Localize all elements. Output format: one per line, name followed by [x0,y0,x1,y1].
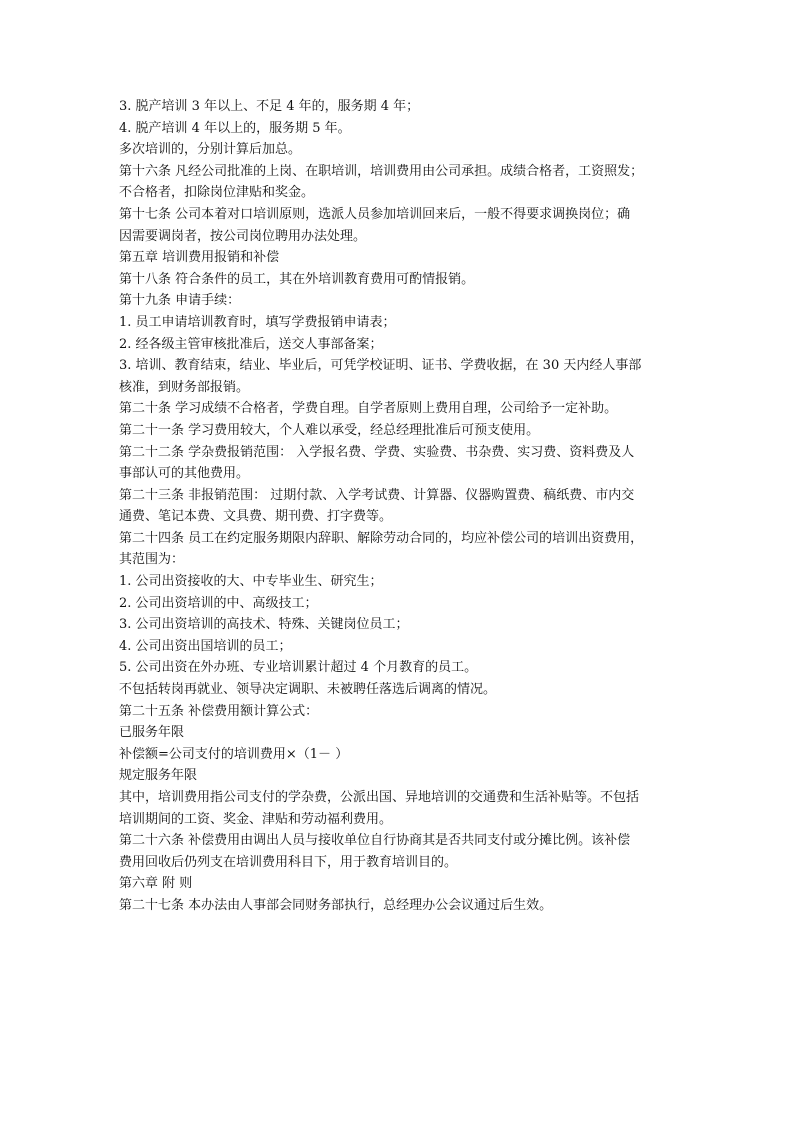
text-line: 3. 脱产培训 3 年以上、不足 4 年的，服务期 4 年； [119,99,420,114]
text-line: 其中，培训费用指公司支付的学杂费，公派出国、异地培训的交通费和生活补贴等。不包括 [119,790,640,805]
text-line: 第二十三条 非报销范围： 过期付款、入学考试费、计算器、仪器购置费、稿纸费、市内交 [119,487,635,503]
text-line: 4. 脱产培训 4 年以上的，服务期 5 年。 [119,120,351,136]
text-line: 第二十六条 补偿费用由调出人员与接收单位自行协商其是否共同支付或分摊比例。该补偿 [119,833,631,849]
document-page [119,96,675,917]
text-line: 第十八条 符合条件的员工，其在外培训教育费用可酌情报销。 [119,271,475,287]
text-line: 其范围为： [119,552,185,568]
text-line: 第二十条 学习成绩不合格者，学费自理。自学者原则上费用自理，公司给予一定补助。 [119,401,618,417]
text-line: 第二十四条 员工在约定服务期限内辞职、解除劳动合同的，均应补偿公司的培训出资费用， [119,530,644,546]
text-line: 多次培训的，分别计算后加总。 [119,142,302,158]
text-line: 第十七条 公司本着对口培训原则，选派人员参加培训回来后，一般不得要求调换岗位；确 [119,206,631,222]
text-line: 不包括转岗再就业、领导决定调职、未被聘任落选后调离的情况。 [119,682,497,698]
text-line: 因需要调岗者，按公司岗位聘用办法处理。 [119,228,367,244]
text-line: 第二十二条 学杂费报销范围： 入学报名费、学费、实验费、书杂费、实习费、资料费及人 [119,444,635,460]
text-line: 培训期间的工资、奖金、津贴和劳动福利费用。 [119,811,393,827]
text-line: 4. 公司出资出国培训的员工； [119,638,292,654]
text-line: 事部认可的其他费用。 [119,466,250,482]
text-line: 2. 公司出资培训的中、高级技工； [119,595,318,611]
text-line: 已服务年限 [119,725,185,741]
text-line: 通费、笔记本费、文具费、期刊费、打字费等。 [119,509,393,525]
text-line: 第二十五条 补偿费用额计算公式： [119,703,319,719]
text-line: 1. 员工申请培训教育时，填写学费报销申请表； [119,314,396,330]
text-line: 2. 经各级主管审核批准后，送交人事部备案； [119,336,383,352]
text-line: 第二十七条 本办法由人事部会同财务部执行，总经理办公会议通过后生效。 [119,897,553,913]
text-line: 规定服务年限 [119,768,198,784]
text-line: 第十六条 凡经公司批准的上岗、在职培训，培训费用由公司承担。成绩合格者，工资照发； [119,163,644,179]
text-line: 3. 公司出资培训的高技术、特殊、关键岗位员工； [119,617,409,633]
text-line: 补偿额=公司支付的培训费用×（1－ ） [119,746,349,762]
text-line: 5. 公司出资在外办班、专业培训累计超过 4 个月教育的员工。 [119,660,478,676]
text-line: 第二十一条 学习费用较大，个人难以承受，经总经理批准后可预支使用。 [119,422,540,438]
text-line: 3. 培训、教育结束，结业、毕业后，可凭学校证明、证书、学费收据，在 30 天内经人事部 [119,358,642,374]
text-line: 1. 公司出资接收的大、中专毕业生、研究生； [119,574,383,590]
text-line: 核准，到财务部报销。 [119,379,250,395]
text-line: 费用回收后仍列支在培训费用科目下，用于教育培训目的。 [119,854,458,870]
text-line: 第六章 附 则 [119,876,193,892]
text-line: 第十九条 申请手续： [119,293,241,309]
text-line: 不合格者，扣除岗位津贴和奖金。 [119,185,315,201]
text-line: 第五章 培训费用报销和补偿 [119,250,280,266]
